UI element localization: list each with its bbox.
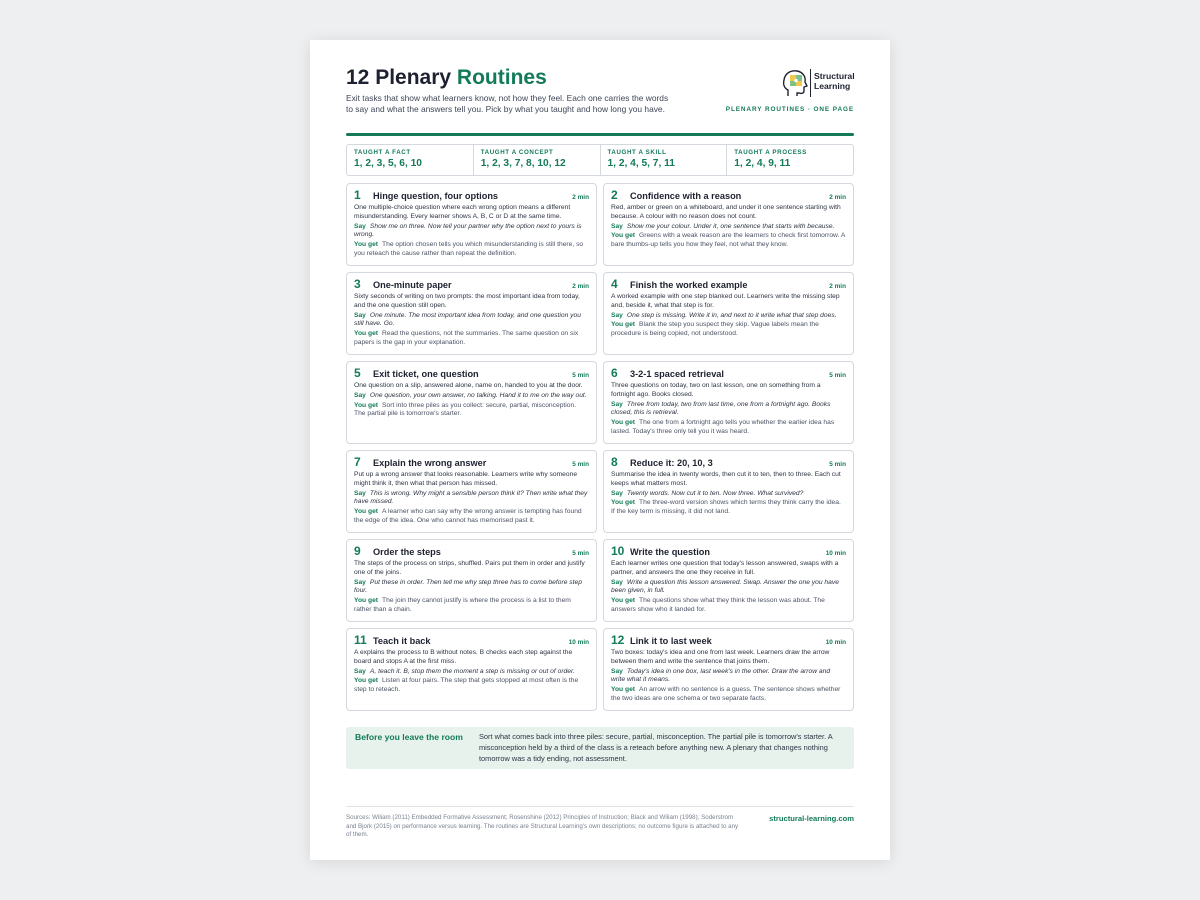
routine-get (354, 508, 589, 526)
say-text: Show me on three. Now tell your partner why the option next to yours is wrong. (354, 222, 582, 239)
document-page (310, 40, 890, 860)
routine-time: 10 min (825, 550, 846, 557)
routine-grid (346, 183, 854, 711)
say-label: Say (611, 667, 623, 675)
routine-say (611, 579, 846, 597)
routine-card-11 (346, 628, 597, 711)
get-text: Sort into three piles as you collect: secure, partial, misconception. The partial pile is tomorrow's starter. (354, 401, 577, 418)
routine-description: Put up a wrong answer that looks reasonable. Learners write why someone might think it, then what that person has missed. (354, 471, 578, 487)
routine-card-2 (603, 183, 854, 266)
routine-number: 9 (354, 544, 361, 558)
routine-title: Confidence with a reason (630, 191, 742, 201)
routine-description: A explains the process to B without notes. B checks each step against the board and stops A at the first miss. (354, 649, 573, 665)
say-label: Say (354, 489, 366, 497)
title-accent: Routines (456, 66, 547, 89)
get-label: You get (611, 419, 636, 427)
say-text: Write a question this lesson answered. Swap. Answer the one you have been given, in full. (611, 578, 839, 595)
brand-tag: PLENARY ROUTINES · ONE PAGE (725, 106, 854, 113)
get-label: You get (611, 597, 636, 605)
brand-name-line2: Learning (814, 81, 851, 91)
routine-title: Explain the wrong answer (373, 458, 487, 468)
routine-card-12 (603, 628, 854, 711)
routine-card-9 (346, 539, 597, 622)
routine-get (611, 686, 846, 704)
routine-title: One-minute paper (373, 280, 452, 290)
get-text: The questions show what they think the lesson was about. The answers show who it landed for. (611, 597, 825, 613)
say-label: Say (611, 578, 623, 586)
taught-strip (346, 144, 854, 176)
routine-get (354, 677, 589, 695)
routine-description: One question on a slip, answered alone, name on, handed to you at the door. (354, 382, 583, 389)
say-label: Say (611, 222, 623, 230)
routine-time: 5 min (572, 550, 589, 557)
routine-time: 2 min (829, 194, 846, 201)
get-text: Listen at four pairs. The step that gets stopped at most often is the step to reteach. (354, 677, 579, 694)
routine-card-4 (603, 272, 854, 355)
say-text: A, teach it. B, stop them the moment a step is missing or out of order. (369, 667, 575, 675)
routine-number: 4 (611, 277, 618, 291)
routine-time: 2 min (572, 194, 589, 201)
routine-number: 1 (354, 188, 361, 202)
routine-number: 2 (611, 188, 618, 202)
say-text: Twenty words. Now cut it to ten. Now three. What survived? (626, 489, 804, 497)
routine-description: Two boxes: today's idea and one from last week. Learners draw the arrow between them and write the sentence that joins them. (611, 649, 830, 665)
get-text: The one from a fortnight ago tells you whether the earlier idea has lasted. Today's three only tell you it was heard. (611, 419, 835, 435)
get-label: You get (354, 401, 379, 409)
get-text: Blank the step you suspect they skip. Vague labels mean the procedure is being copied, not understood. (611, 321, 819, 338)
taught-cell-process (727, 145, 853, 175)
routine-number: 12 (611, 633, 625, 647)
routine-say (611, 490, 846, 499)
say-text: One minute. The most important idea from today, and one question you still have. Go. (354, 311, 581, 328)
taught-routines: 1, 2, 3, 5, 6, 10 (354, 158, 422, 169)
get-text: A learner who can say why the wrong answer is tempting has found the edge of the idea. One who cannot has memorised past it. (354, 508, 582, 524)
get-text: The three-word version shows which terms they think carry the idea. If the key term is missing, it did not land. (611, 499, 841, 516)
routine-say (354, 392, 589, 401)
routine-say (354, 668, 589, 677)
routine-description: A worked example with one step blanked out. Learners write the missing step and, beside it, what that step is for. (611, 293, 840, 309)
routine-description: Summarise the idea in twenty words, then cut it to ten, then to three. Each cut keeps what matters most. (611, 471, 841, 487)
header-rule (346, 133, 854, 136)
brand-name-line1: Structural (814, 71, 855, 81)
routine-time: 2 min (572, 283, 589, 290)
footer-rule (346, 806, 854, 807)
say-label: Say (611, 400, 623, 408)
routine-say (354, 579, 589, 597)
logo-divider (810, 69, 811, 97)
routine-number: 7 (354, 455, 361, 469)
routine-description: Three questions on today, two on last lesson, one on something from a fortnight ago. Books closed. (611, 382, 821, 398)
get-label: You get (354, 241, 379, 249)
routine-get (611, 232, 846, 250)
get-label: You get (611, 499, 636, 507)
get-label: You get (611, 232, 636, 240)
say-text: One question, your own answer, no talking. Hand it to me on the way out. (369, 391, 587, 399)
routine-description: The steps of the process on strips, shuffled. Pairs put them in order and justify one of the joins. (354, 560, 585, 576)
routine-time: 5 min (572, 461, 589, 468)
say-text: This is wrong. Why might a sensible person think it? Then write what they have missed. (354, 489, 588, 506)
get-text: Greens with a weak reason are the learners to check first tomorrow. A bare thumbs-up tells you how they feel, not what they know. (611, 232, 845, 249)
routine-title: Finish the worked example (630, 280, 748, 290)
routine-say (611, 668, 846, 686)
routine-card-1 (346, 183, 597, 266)
taught-cell-fact (347, 145, 474, 175)
routine-say (611, 312, 846, 321)
get-label: You get (354, 508, 379, 516)
routine-title: Order the steps (373, 547, 441, 557)
get-label: You get (611, 321, 636, 329)
say-text: One step is missing. Write it in, and next to it write what that step does. (626, 311, 837, 319)
routine-description: Each learner writes one question that today's lesson answered, swaps with a partner, and answers the one they receive in full. (611, 560, 839, 576)
say-text: Show me your colour. Under it, one sentence that starts with because. (626, 222, 835, 230)
head-puzzle-logo-icon (782, 68, 808, 98)
say-label: Say (611, 311, 623, 319)
routine-get (354, 241, 589, 259)
routine-description: Sixty seconds of writing on two prompts: the most important idea from today, and the one question still open. (354, 293, 580, 309)
routine-description: One multiple-choice question where each wrong option means a different misunderstanding. Every learner shows A, B, C or D at the same time. (354, 204, 571, 220)
routine-time: 10 min (825, 639, 846, 646)
sources-note: Sources: Wiliam (2011) Embedded Formative Assessment; Rosenshine (2012) Principles of Instruction; Black and Wiliam (1998); Soderstrom and Bjork (2015) on performance versus learning. The routines are Structural Learning's own descriptions; no outcome figure is attached to any of them. (346, 814, 739, 839)
routine-title: Write the question (630, 547, 710, 557)
routine-title: Hinge question, four options (373, 191, 499, 201)
routine-card-7 (346, 450, 597, 533)
brand-name (814, 71, 858, 91)
get-text: The option chosen tells you which misunderstanding is still there, so you reteach the cause rather than repeat the definition. (354, 241, 584, 257)
routine-number: 8 (611, 455, 618, 469)
routine-title: Reduce it: 20, 10, 3 (630, 458, 713, 468)
before-you-leave-text: Sort what comes back into three piles: secure, partial, misconception. The partial pile is tomorrow's starter. A misconception held by a third of the class is a reteach before anything new. A plenary that changes nothing tomorrow was a tidy ending, not assessment. (479, 732, 833, 763)
routine-number: 11 (354, 633, 367, 647)
say-label: Say (354, 391, 366, 399)
routine-say (354, 223, 589, 241)
header (346, 66, 854, 130)
title-main: 12 Plenary (346, 66, 452, 89)
page-subtitle: Exit tasks that show what learners know, not how they feel. Each one carries the words to say and what the answers tell you. Pick by what you taught and how long you have. (346, 93, 669, 114)
routine-description: Red, amber or green on a whiteboard, and under it one sentence starting with because. A colour with no reason does not count. (611, 204, 841, 220)
before-you-leave-box (346, 727, 854, 769)
say-label: Say (354, 667, 366, 675)
routine-get (354, 402, 589, 420)
taught-label: TAUGHT A FACT (354, 149, 411, 156)
taught-routines: 1, 2, 3, 7, 8, 10, 12 (480, 158, 566, 169)
get-label: You get (611, 686, 636, 694)
routine-get (354, 597, 589, 615)
taught-label: TAUGHT A PROCESS (734, 149, 807, 156)
routine-time: 2 min (829, 283, 846, 290)
routine-time: 5 min (829, 461, 846, 468)
routine-get (611, 499, 846, 517)
get-label: You get (354, 330, 379, 338)
routine-say (611, 223, 846, 232)
get-label: You get (354, 677, 379, 685)
routine-card-5 (346, 361, 597, 444)
routine-get (611, 321, 846, 339)
routine-card-6 (603, 361, 854, 444)
routine-card-10 (603, 539, 854, 622)
taught-routines: 1, 2, 4, 9, 11 (734, 158, 791, 169)
routine-get (611, 419, 846, 437)
before-you-leave-label: Before you leave the room (355, 732, 463, 742)
page-title (346, 66, 547, 90)
taught-routines: 1, 2, 4, 5, 7, 11 (607, 158, 675, 169)
get-text: Read the questions, not the summaries. The same question on six papers is the gap in your explanation. (354, 330, 579, 346)
website-link[interactable]: structural-learning.com (769, 814, 854, 823)
routine-card-8 (603, 450, 854, 533)
say-label: Say (611, 489, 623, 497)
say-label: Say (354, 222, 366, 230)
get-label: You get (354, 597, 379, 605)
routine-time: 5 min (572, 372, 589, 379)
routine-number: 3 (354, 277, 361, 291)
routine-say (354, 312, 589, 330)
routine-card-3 (346, 272, 597, 355)
taught-label: TAUGHT A SKILL (607, 149, 667, 156)
routine-time: 10 min (568, 639, 589, 646)
routine-get (354, 330, 589, 348)
routine-number: 10 (611, 544, 625, 558)
routine-title: Exit ticket, one question (373, 369, 479, 379)
say-label: Say (354, 578, 366, 586)
say-text: Today's idea in one box, last week's in the other. Draw the arrow and write what it means. (611, 667, 831, 684)
taught-cell-skill (601, 145, 728, 175)
routine-title: Link it to last week (630, 636, 712, 646)
routine-time: 5 min (829, 372, 846, 379)
routine-number: 5 (354, 366, 361, 380)
routine-title: 3-2-1 spaced retrieval (630, 369, 724, 379)
routine-get (611, 597, 846, 615)
routine-title: Teach it back (373, 636, 431, 646)
routine-number: 6 (611, 366, 618, 380)
routine-say (354, 490, 589, 508)
say-text: Put these in order. Then tell me why step three has to come before step four. (354, 578, 582, 595)
get-text: An arrow with no sentence is a guess. The sentence shows whether the two ideas are one schema or two separate facts. (611, 686, 841, 702)
taught-label: TAUGHT A CONCEPT (480, 149, 554, 156)
brand (709, 68, 854, 118)
taught-cell-concept (474, 145, 601, 175)
say-label: Say (354, 311, 366, 319)
get-text: The join they cannot justify is where the process is a list to them rather than a chain. (354, 597, 571, 613)
say-text: Three from today, two from last time, one from a fortnight ago. Books closed, this is retrieval. (611, 400, 831, 417)
routine-say (611, 401, 846, 419)
